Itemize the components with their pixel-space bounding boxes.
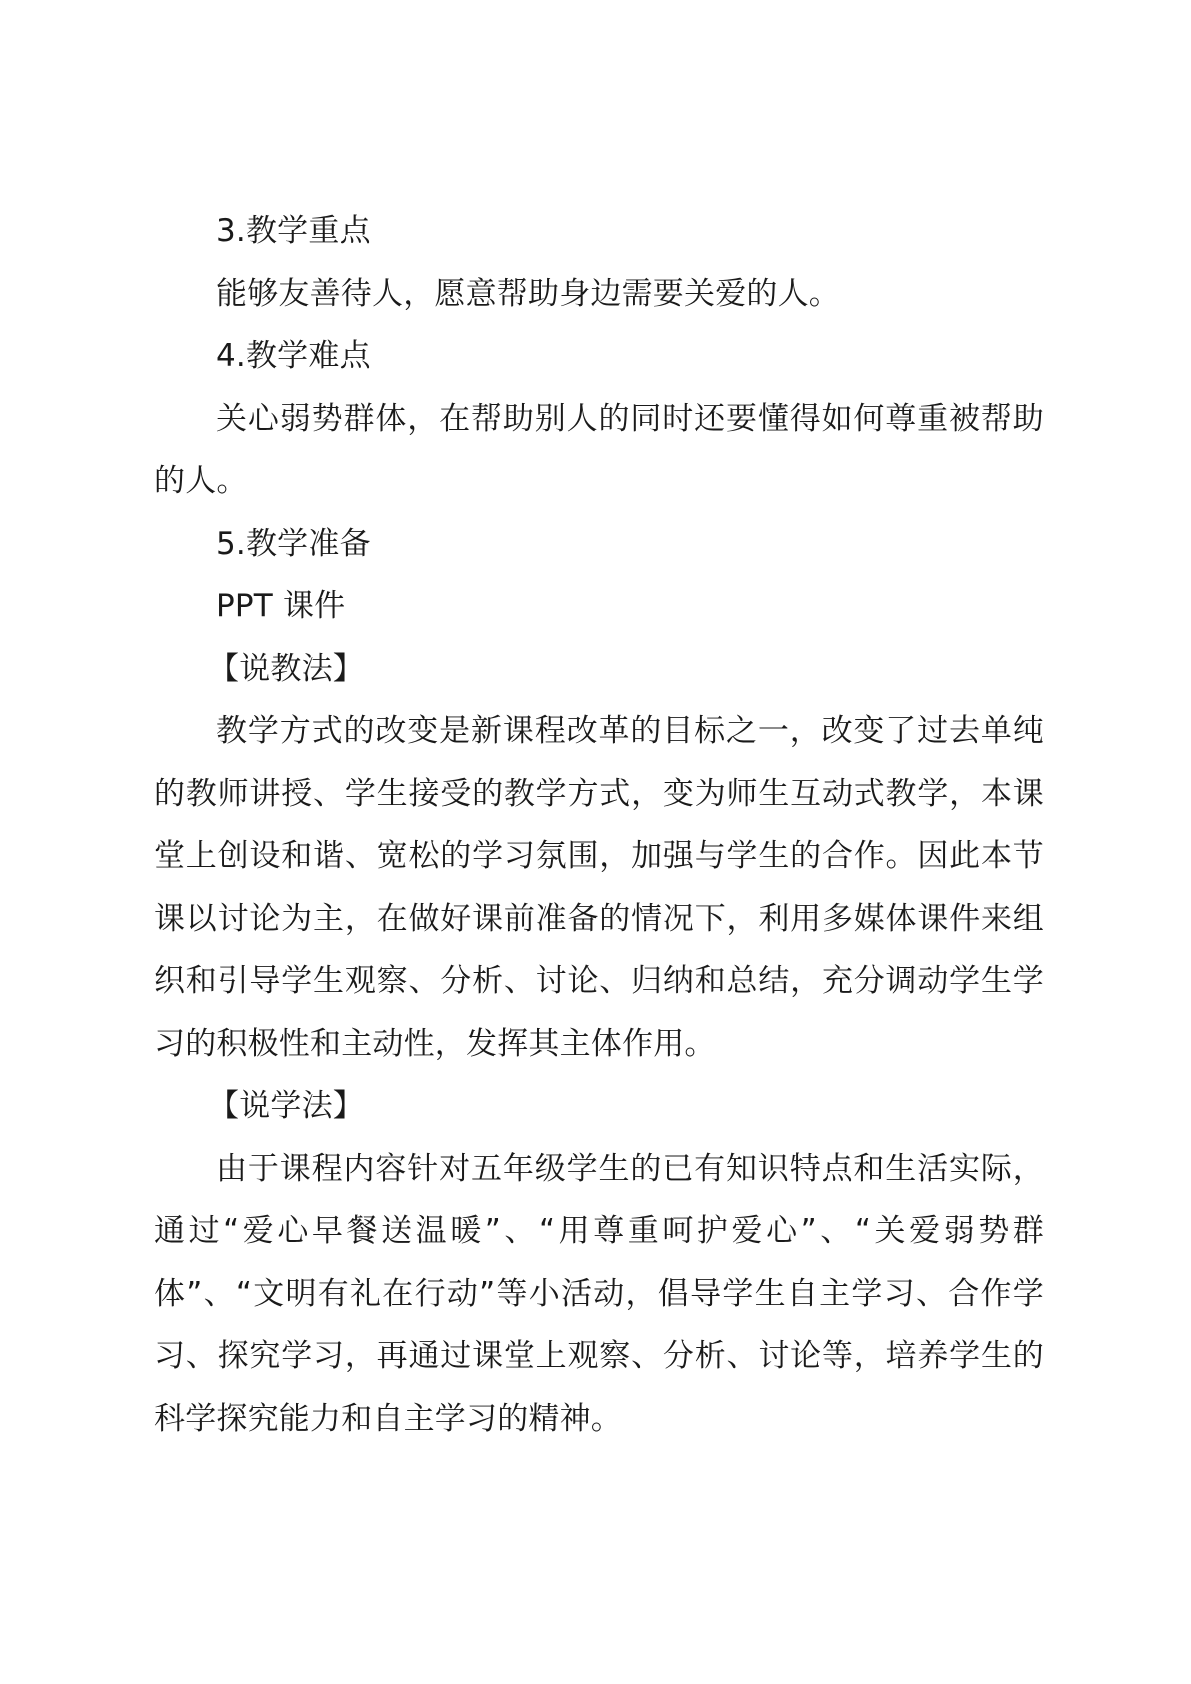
heading-learning-method: 【说学法】 [208,1088,364,1124]
teaching-focus-paragraph: 能够友善待人，愿意帮助身边需要关爱的人。 [216,275,840,312]
teaching-difficulty-paragraph: 关心弱势群体，在帮助别人的同时还要懂得如何尊重被帮助的人。 [154,400,1044,499]
heading-teaching-method: 【说教法】 [208,650,364,687]
teaching-preparation-paragraph: PPT 课件 [216,588,346,624]
document-body [154,200,1044,1450]
heading-teaching-focus: 3.教学重点 [216,213,371,249]
teaching-method-paragraph: 教学方式的改变是新课程改革的目标之一，改变了过去单纯的教师讲授、学生接受的教学方式，变为师生互动式教学，本课堂上创设和谐、宽松的学习氛围，加强与学生的合作。因此本节课以讨论为主，在做好课前准备的情况下，利用多媒体课件来组织和引导学生观察、分析、讨论、归纳和总结，充分调动学生学习的积极性和主动性，发挥其主体作用。 [154,713,1044,1062]
heading-teaching-difficulty: 4.教学难点 [216,338,371,374]
learning-method-paragraph: 由于课程内容针对五年级学生的已有知识特点和生活实际，通过“爱心早餐送温暖”、“用尊重呵护爱心”、“关爱弱势群体”、“文明有礼在行动”等小活动，倡导学生自主学习、合作学习、探究学习，再通过课堂上观察、分析、讨论等，培养学生的科学探究能力和自主学习的精神。 [154,1150,1044,1437]
heading-teaching-preparation: 5.教学准备 [216,525,371,562]
